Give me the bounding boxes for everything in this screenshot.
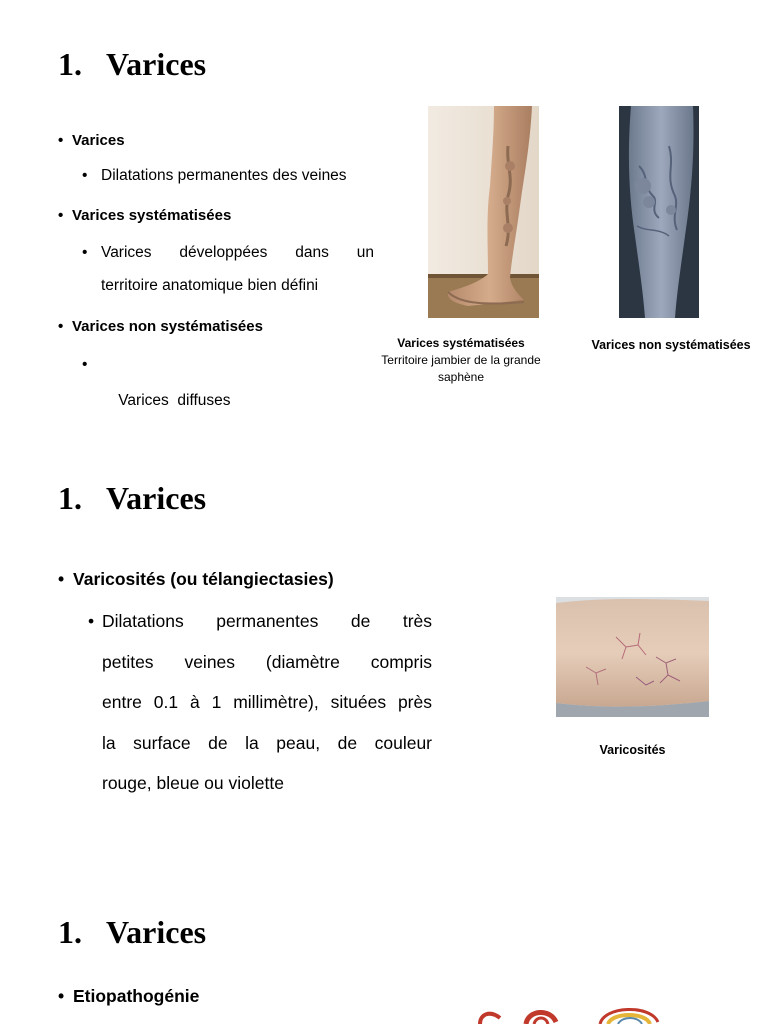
bullet-varices-non-systematisees [58,318,263,335]
bullet-dot: • [82,244,88,261]
bullet-dot: • [58,318,64,335]
bullet-varicosites [58,569,334,590]
title-text: Varices [106,46,207,82]
bullet-text: Varices non systématisées [72,318,263,335]
bullet-text: Varices [72,132,125,149]
slide-title [58,478,206,518]
bullet-text-line-2: territoire anatomique bien défini [101,277,319,294]
slide-title [58,912,206,952]
text-line-5: rouge, bleue ou violette [102,773,284,794]
sub-bullet-diffuses [82,356,231,428]
bullet-dot: • [58,132,64,149]
text-line-3: entre 0.1 à 1 millimètre), situées près [102,692,432,713]
slide-2 [0,434,768,834]
title-number: 1. [58,46,82,82]
text-line-2: petites veines (diamètre compris [102,651,432,672]
leg-illustration [619,106,699,318]
caption-line-2: saphène [437,370,485,384]
caption-varicosites [556,742,709,759]
bullet-etiopathogenie [58,986,199,1007]
bullet-dot: • [82,356,88,373]
slide-1 [0,0,768,420]
caption-non-systematisees [578,337,764,354]
vein-diagram-partial [470,1004,670,1024]
caption-title: Varicosités [599,743,666,757]
bullet-text-line-1: Varices développées dans un [101,244,374,261]
leg-illustration [428,106,539,318]
leg-photo-non-systematisees [619,106,699,318]
bullet-text: Varicosités (ou télangiectasies) [73,569,334,589]
sub-bullet-dilatations [88,611,432,804]
sub-bullet-dilatations [82,167,347,185]
title-text: Varices [106,914,207,950]
bullet-text: Dilatations permanentes des veines [101,167,347,184]
skin-illustration [556,597,709,717]
title-number: 1. [58,914,82,950]
caption-systematisees [368,335,554,386]
bullet-text: Etiopathogénie [73,986,200,1006]
leg-photo-systematisees [428,106,539,318]
bullet-dot: • [82,167,88,184]
bullet-varices-systematisees [58,207,231,224]
slide-3 [0,868,768,1024]
caption-line-1: Territoire jambier de la grande [381,353,541,367]
sub-bullet-territoire [82,244,374,295]
caption-title: Varices systématisées [397,336,525,350]
bullet-dot: • [88,611,95,631]
bullet-text: Varices systématisées [72,207,232,224]
bullet-dot: • [58,986,65,1006]
text-line-4: la surface de la peau, de couleur [102,732,432,753]
caption-title: Varices non systématisées [591,338,751,352]
slide-title [58,44,206,84]
text-line-1: Dilatations permanentes de très [102,611,432,631]
bullet-dot: • [58,569,65,589]
bullet-varices [58,132,125,149]
varicosites-photo [556,597,709,717]
title-text: Varices [106,480,207,516]
bullet-dot: • [58,207,64,224]
bullet-text: Varices diffuses [118,392,231,409]
title-number: 1. [58,480,82,516]
